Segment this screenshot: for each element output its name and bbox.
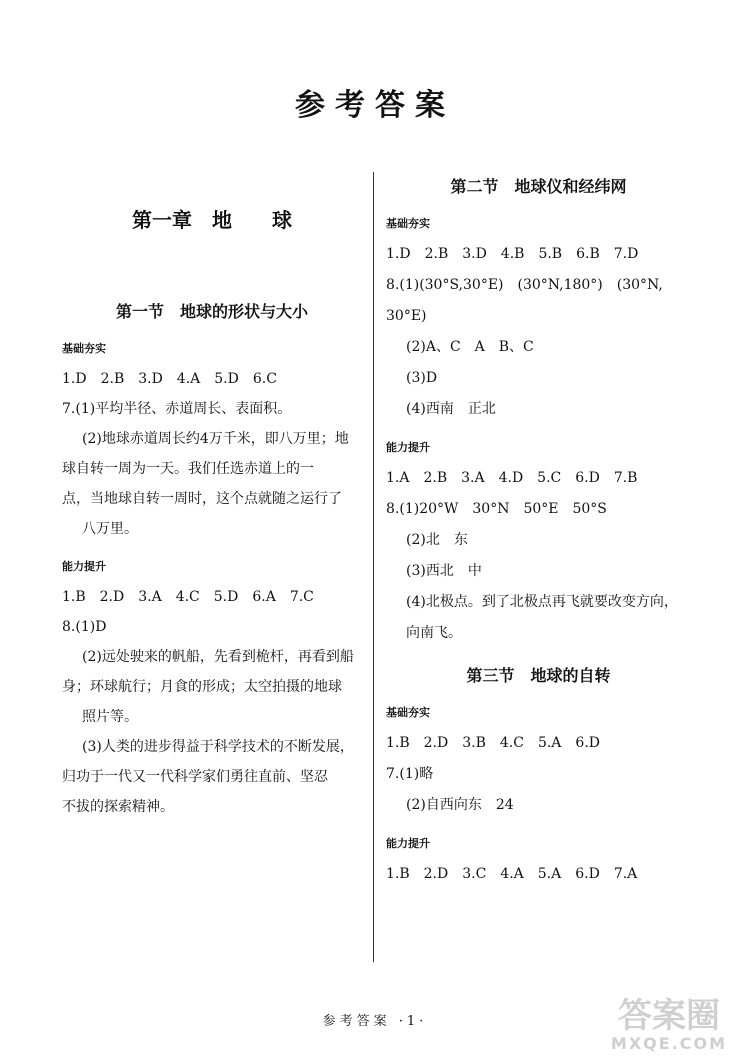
- answer-line: (3)人类的进步得益于科学技术的不断发展，: [82, 739, 354, 755]
- page-footer: 参考答案 ·1·: [322, 1014, 428, 1029]
- answer-line: 向南飞。: [406, 625, 462, 641]
- section-1-heading: 第一节 地球的形状与大小: [115, 302, 308, 321]
- answer-line: 照片等。: [82, 709, 138, 725]
- answer-line: (4)西南 正北: [406, 401, 496, 417]
- section-3-heading: 第三节 地球的自转: [466, 666, 611, 685]
- answer-line: 7.(1)略: [386, 766, 434, 782]
- answer-line: 球自转一周为一天。我们任选赤道上的一: [62, 461, 314, 477]
- answer-line: 八万里。: [82, 521, 138, 537]
- answer-line: 不拔的探索精神。: [62, 799, 174, 815]
- chapter-heading: 第一章 地 球: [132, 208, 292, 232]
- watermark-top: 答案圈: [618, 996, 720, 1036]
- answer-line: (2)自西向东 24: [406, 797, 514, 813]
- answer-line: (2)A、C A B、C: [406, 339, 534, 355]
- answer-line: (2)北 东: [406, 532, 468, 548]
- basic-label: 基础夯实: [386, 217, 430, 230]
- right-column: [386, 174, 691, 890]
- watermark-bottom: MXQE.COM: [610, 1034, 728, 1053]
- ability-label: 能力提升: [386, 441, 430, 454]
- answer-line: 1.B 2.D 3.C 4.A 5.A 6.D 7.A: [386, 866, 638, 882]
- answer-line: 1.D 2.B 3.D 4.B 5.B 6.B 7.D: [386, 246, 639, 262]
- answer-line: (2)远处驶来的帆船，先看到桅杆，再看到船: [82, 649, 354, 665]
- column-divider: [373, 172, 374, 962]
- answer-line: 8.(1)(30°S,30°E) (30°N,180°) (30°N,: [386, 277, 663, 293]
- watermark-logo: [594, 998, 744, 1058]
- answer-line: (3)D: [406, 370, 438, 386]
- basic-label: 基础夯实: [62, 342, 106, 355]
- answer-line: (3)西北 中: [406, 563, 482, 579]
- answer-line: 1.A 2.B 3.A 4.D 5.C 6.D 7.B: [386, 470, 638, 486]
- answer-line: 1.B 2.D 3.B 4.C 5.A 6.D: [386, 735, 600, 751]
- answer-line: (2)地球赤道周长约4万千米，即八万里；地: [82, 431, 349, 447]
- section-2-heading: 第二节 地球仪和经纬网: [450, 177, 627, 196]
- left-column: [62, 204, 362, 822]
- answer-line: 7.(1)平均半径、赤道周长、表面积。: [62, 401, 292, 417]
- answer-line: 点，当地球自转一周时，这个点就随之运行了: [62, 491, 342, 507]
- answer-line: 1.D 2.B 3.D 4.A 5.D 6.C: [62, 371, 277, 387]
- ability-label: 能力提升: [62, 560, 106, 573]
- answer-line: 身；环球航行；月食的形成；太空拍摄的地球: [62, 679, 342, 695]
- answer-line: (4)北极点。到了北极点再飞就要改变方向，: [406, 594, 678, 610]
- answer-line: 归功于一代又一代科学家们勇往直前、坚忍: [62, 769, 328, 785]
- answer-line: 30°E): [386, 308, 427, 324]
- answer-line: 8.(1)20°W 30°N 50°E 50°S: [386, 501, 607, 517]
- page-title: 参考答案: [295, 88, 455, 123]
- answer-line: 8.(1)D: [62, 619, 107, 635]
- answer-line: 1.B 2.D 3.A 4.C 5.D 6.A 7.C: [62, 589, 314, 605]
- ability-label: 能力提升: [386, 837, 430, 850]
- basic-label: 基础夯实: [386, 706, 430, 719]
